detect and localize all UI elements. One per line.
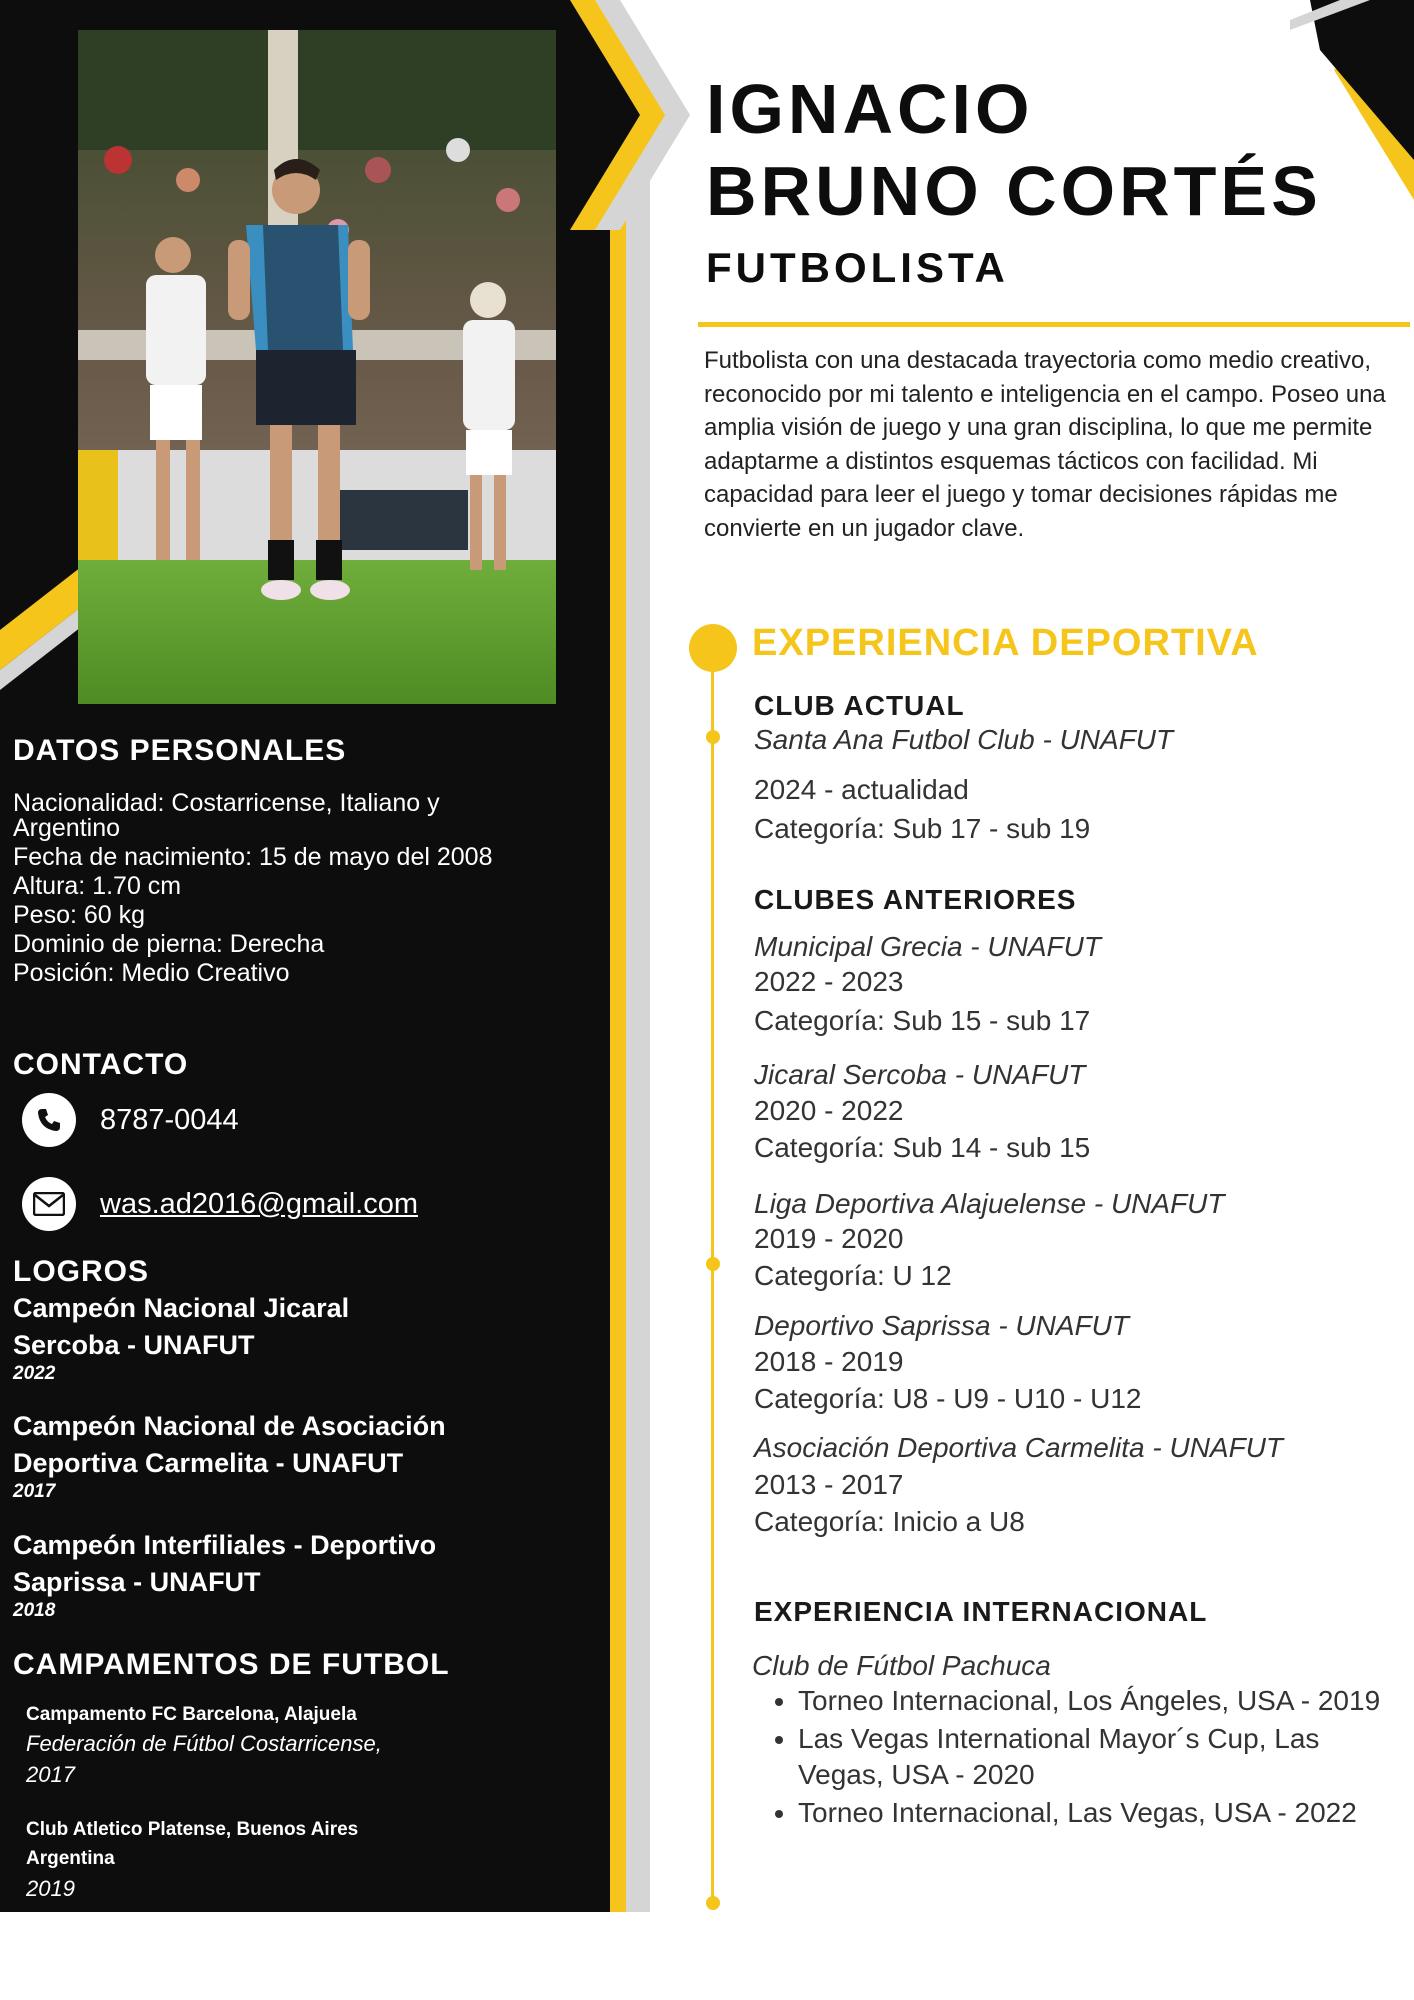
- club-name: Asociación Deportiva Carmelita - UNAFUT: [754, 1432, 1284, 1463]
- height-line: Altura: 1.70 cm: [13, 872, 182, 900]
- personal-data-heading: DATOS PERSONALES: [13, 734, 347, 767]
- current-club-category: Categoría: Sub 17 - sub 19: [754, 813, 1091, 844]
- club-category: Categoría: Inicio a U8: [754, 1506, 1025, 1537]
- timeline-start-dot: [689, 624, 737, 672]
- nationality-line-cont: Argentino: [13, 814, 121, 842]
- club-category: Categoría: U 12: [754, 1260, 952, 1291]
- camp-title: Campamento FC Barcelona, Alajuela: [26, 1704, 357, 1725]
- international-heading: EXPERIENCIA INTERNACIONAL: [754, 1596, 1208, 1627]
- club-category: Categoría: Sub 14 - sub 15: [754, 1132, 1091, 1163]
- timeline-dot: [706, 730, 720, 744]
- player-photo: [78, 30, 556, 704]
- international-club-name: Club de Fútbol Pachuca: [752, 1650, 1051, 1681]
- phone-number[interactable]: 8787-0044: [100, 1103, 239, 1136]
- envelope-icon: [22, 1177, 76, 1231]
- player-name: [706, 68, 1322, 232]
- camp-year: 2017: [26, 1762, 75, 1787]
- contact-heading: CONTACTO: [13, 1048, 189, 1081]
- birthdate-line: Fecha de nacimiento: 15 de mayo del 2008: [13, 843, 493, 871]
- achievement-year: 2022: [13, 1363, 56, 1384]
- achievement-title-line1: Campeón Nacional Jicaral: [13, 1293, 350, 1323]
- camp-country: Argentina: [26, 1848, 115, 1869]
- achievement-title-line2: Saprissa - UNAFUT: [13, 1567, 261, 1597]
- achievements-heading: LOGROS: [13, 1255, 150, 1288]
- dominant-foot-line: Dominio de pierna: Derecha: [13, 930, 325, 958]
- club-years: 2019 - 2020: [754, 1223, 904, 1254]
- achievement-title-line1: Campeón Nacional de Asociación: [13, 1411, 446, 1441]
- achievement-item: [13, 1527, 533, 1621]
- player-last-names: BRUNO CORTÉS: [706, 152, 1322, 230]
- achievement-year: 2018: [13, 1600, 56, 1621]
- current-club-name: Santa Ana Futbol Club - UNAFUT: [754, 724, 1174, 755]
- experience-heading: EXPERIENCIA DEPORTIVA: [752, 622, 1259, 664]
- club-years: 2020 - 2022: [754, 1095, 904, 1126]
- club-name: Deportivo Saprissa - UNAFUT: [754, 1310, 1129, 1341]
- timeline-dot: [706, 1257, 720, 1271]
- club-years: 2013 - 2017: [754, 1469, 904, 1500]
- club-category: Categoría: Sub 15 - sub 17: [754, 1005, 1091, 1036]
- camps-heading: CAMPAMENTOS DE FUTBOL: [13, 1648, 450, 1681]
- achievement-title-line1: Campeón Interfiliales - Deportivo: [13, 1530, 437, 1560]
- header-divider: [698, 322, 1410, 327]
- email-link[interactable]: was.ad2016@gmail.com: [100, 1187, 418, 1220]
- profile-summary: Futbolista con una destacada trayectoria como medio creativo, reconocido por mi talento e inteligencia en el campo. Poseo una amplia visión de juego y una gran disciplina, lo que me permite adaptarme a distintos esquemas tácticos con facilidad. Mi capacidad para leer el juego y tomar decisiones rápidas me convierte en un jugador clave.: [704, 347, 1386, 542]
- phone-row[interactable]: [22, 1093, 239, 1147]
- achievement-item: [13, 1290, 533, 1384]
- camp-organizer: Federación de Fútbol Costarricense,: [26, 1731, 382, 1756]
- camp-year: 2019: [26, 1876, 75, 1901]
- phone-icon: [22, 1093, 76, 1147]
- current-club-years: 2024 - actualidad: [754, 774, 969, 805]
- club-name: Jicaral Sercoba - UNAFUT: [754, 1059, 1086, 1090]
- weight-line: Peso: 60 kg: [13, 901, 146, 929]
- camp-item: [26, 1815, 486, 1905]
- club-name: Municipal Grecia - UNAFUT: [754, 931, 1101, 962]
- previous-clubs-heading: CLUBES ANTERIORES: [754, 884, 1077, 915]
- player-role: FUTBOLISTA: [706, 244, 1009, 291]
- club-name: Liga Deportiva Alajuelense - UNAFUT: [754, 1188, 1225, 1219]
- position-line: Posición: Medio Creativo: [13, 959, 290, 987]
- sidebar-gray-stripe: [626, 180, 650, 1912]
- personal-data-list: [13, 789, 492, 988]
- tournament-item: • Las Vegas International Mayor´s Cup, Las Vegas, USA - 2020: [798, 1721, 1392, 1794]
- top-chevron-decoration: [540, 0, 690, 230]
- nationality-line: Nacionalidad: Costarricense, Italiano y: [13, 789, 440, 817]
- club-years: 2018 - 2019: [754, 1346, 904, 1377]
- international-tournament-list: [752, 1683, 1392, 1832]
- tournament-item: • Torneo Internacional, Las Vegas, USA - 2022: [798, 1795, 1392, 1832]
- achievement-title-line2: Deportiva Carmelita - UNAFUT: [13, 1448, 404, 1478]
- achievement-item: [13, 1408, 533, 1502]
- current-club-heading: CLUB ACTUAL: [754, 690, 965, 721]
- player-first-name: IGNACIO: [706, 70, 1034, 148]
- club-years: 2022 - 2023: [754, 966, 904, 997]
- left-corner-decoration: [0, 560, 90, 710]
- tournament-item: • Torneo Internacional, Los Ángeles, USA - 2019: [798, 1683, 1392, 1720]
- timeline-line: [711, 648, 714, 1904]
- club-category: Categoría: U8 - U9 - U10 - U12: [754, 1383, 1142, 1414]
- email-row[interactable]: [22, 1177, 418, 1231]
- achievement-title-line2: Sercoba - UNAFUT: [13, 1330, 255, 1360]
- camp-title: Club Atletico Platense, Buenos Aires: [26, 1819, 359, 1840]
- sidebar-yellow-stripe: [610, 200, 626, 1912]
- camp-item: [26, 1700, 486, 1791]
- timeline-dot: [706, 1896, 720, 1910]
- achievement-year: 2017: [13, 1481, 56, 1502]
